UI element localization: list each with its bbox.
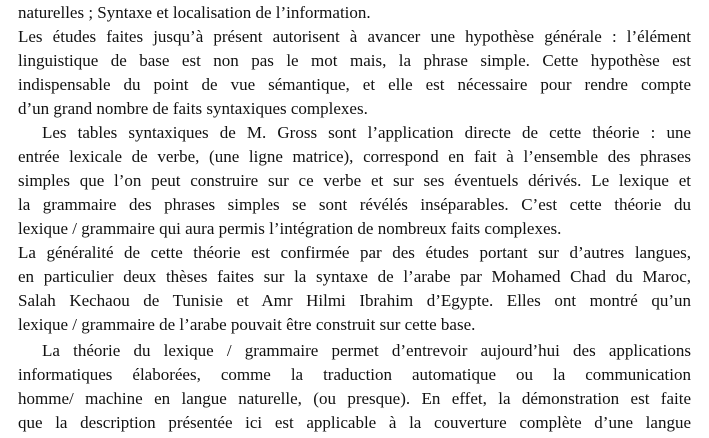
text-line: que la description présentée ici est applicable à la couverture complète d’une langue <box>18 413 691 432</box>
text-line: simples que l’on peut construire sur ce verbe et sur ses éventuels dérivés. Le lexique et <box>18 171 691 190</box>
text-line: lexique / grammaire qui aura permis l’intégration de nombreux faits complexes. <box>18 219 562 238</box>
text-line: Les tables syntaxiques de M. Gross sont l’application directe de cette théorie : une <box>42 123 691 142</box>
text-line: informatiques élaborées, comme la traduction automatique ou la communication <box>18 365 691 384</box>
text-line: la grammaire des phrases simples se sont révélés inséparables. C’est cette théorie du <box>18 195 691 214</box>
text-line: lexique / grammaire de l’arabe pouvait être construit sur cette base. <box>18 315 476 334</box>
text-line: La théorie du lexique / grammaire permet d’entrevoir aujourd’hui des applications <box>42 341 691 360</box>
text-line: indispensable du point de vue sémantique, et elle est nécessaire pour rendre compte <box>18 75 691 94</box>
text-line: en particulier deux thèses faites sur la syntaxe de l’arabe par Mohamed Chad du Maroc, <box>18 267 691 286</box>
text-line: La généralité de cette théorie est confirmée par des études portant sur d’autres langues, <box>18 243 691 262</box>
text-line: linguistique de base est non pas le mot mais, la phrase simple. Cette hypothèse est <box>18 51 691 70</box>
text-line: homme/ machine en langue naturelle, (ou presque). En effet, la démonstration est faite <box>18 389 691 408</box>
text-line: entrée lexicale de verbe, (une ligne matrice), correspond en fait à l’ensemble des phrases <box>18 147 691 166</box>
text-line: naturelles ; Syntaxe et localisation de l’information. <box>18 3 371 22</box>
text-line: Salah Kechaou de Tunisie et Amr Hilmi Ibrahim d’Egypte. Elles ont montré qu’un <box>18 291 691 310</box>
text-line: d’un grand nombre de faits syntaxiques complexes. <box>18 99 368 118</box>
text-line: Les études faites jusqu’à présent autorisent à avancer une hypothèse générale : l’élément <box>18 27 691 46</box>
